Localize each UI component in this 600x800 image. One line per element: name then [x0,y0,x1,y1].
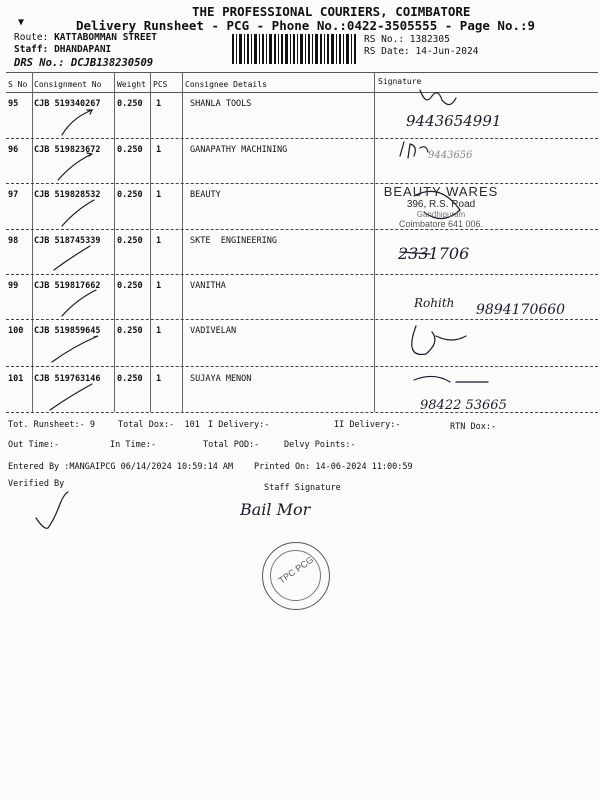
handwritten-number: 2331706 [398,244,470,263]
cell-pcs: 1 [156,281,162,291]
cell-consignment: CJB 519823672 [34,145,101,155]
cell-consignment: CJB 519859645 [34,326,101,336]
drs-line: DRS No.: DCJB138230509 [14,57,154,69]
entered-by: Entered By :MANGAIPCG 06/14/2024 10:59:14 AM [8,462,234,472]
cell-weight: 0.250 [117,374,143,384]
table-top-rule [6,72,598,73]
cell-weight: 0.250 [117,326,143,336]
handwritten-phone: 9443654991 [406,112,502,130]
cell-sno: 100 [8,326,24,336]
handwritten-phone-faint: 9443656 [428,150,473,161]
cell-pcs: 1 [156,326,162,336]
cell-pcs: 1 [156,236,162,246]
delvy-points: Delvy Points:- [284,440,356,450]
cell-consignment: CJB 519817662 [34,281,101,291]
cell-consignee: VANITHA [190,281,226,291]
total-pod: Total POD:- [203,440,260,450]
col-signature: Signature [378,77,422,86]
cell-weight: 0.250 [117,190,143,200]
cell-consignment: CJB 519763146 [34,374,101,384]
in-time: In Time:- [110,440,157,450]
round-stamp [262,542,330,610]
cell-sno: 101 [8,374,24,384]
cell-consignee: SHANLA TOOLS [190,99,252,109]
cell-pcs: 1 [156,99,162,109]
col-weight: Weight [117,80,146,89]
route-label: Route: KATTABOMMAN STREET [14,32,158,43]
printed-on: Printed On: 14-06-2024 11:00:59 [254,462,413,472]
cell-sno: 99 [8,281,19,291]
stamp-text: TPC PCG [276,554,316,586]
cell-pcs: 1 [156,190,162,200]
handwritten-phone: 9894170660 [476,302,566,318]
cell-consignee: BEAUTY [190,190,221,200]
rtn-dox: RTN Dox:- [450,422,497,432]
company-title: THE PROFESSIONAL COURIERS, COIMBATORE [192,4,471,19]
col-consignee: Consignee Details [185,80,267,89]
cell-consignment: CJB 519340267 [34,99,101,109]
total-dox: Total Dox:- 101 [118,420,200,430]
ii-delivery: II Delivery:- [334,420,401,430]
col-divider [374,72,375,412]
handwritten-name: Rohith [414,296,455,310]
verified-by: Verified By [8,479,65,489]
col-divider [182,72,183,412]
cell-consignee: SUJAYA MENON [190,374,252,384]
mark-icon: ▼ [18,17,25,28]
total-runsheet: Tot. Runsheet:- 9 [8,420,95,430]
cell-weight: 0.250 [117,99,143,109]
cell-pcs: 1 [156,374,162,384]
cell-weight: 0.250 [117,236,143,246]
business-stamp: BEAUTY WARES 396, R.S. Road Gandhipuram Coimbatore 641 006. [383,184,499,229]
cell-consignee: SKTE ENGINEERING [190,236,277,246]
col-pcs: PCS [153,80,168,89]
cell-sno: 96 [8,145,19,155]
verified-tick [30,490,80,550]
rs-no: RS No.: 1382305 [364,34,450,45]
runsheet-title: Delivery Runsheet - PCG - Phone No.:0422-3505555 - Page No.:9 [76,18,536,33]
col-consignment: Consignment No [34,80,102,89]
i-delivery: I Delivery:- [208,420,270,430]
cell-sno: 97 [8,190,19,200]
tick-marks [40,100,120,420]
handwritten-phone: 98422 53665 [420,398,507,413]
col-sno: S No [8,80,28,89]
cell-consignment: CJB 518745339 [34,236,101,246]
cell-sno: 95 [8,99,19,109]
cell-weight: 0.250 [117,281,143,291]
cell-consignee: VADIVELAN [190,326,237,336]
col-divider [150,72,151,412]
staff-signature: Bail Mor [240,500,311,519]
cell-pcs: 1 [156,145,162,155]
cell-consignment: CJB 519828532 [34,190,101,200]
cell-weight: 0.250 [117,145,143,155]
out-time: Out Time:- [8,440,60,450]
cell-sno: 98 [8,236,19,246]
staff-signature-label: Staff Signature [264,483,341,493]
cell-consignee: GANAPATHY MACHINING [190,145,288,155]
barcode [232,34,356,64]
col-divider [32,72,33,412]
staff-line: Staff: DHANDAPANI [14,44,112,55]
rs-date: RS Date: 14-Jun-2024 [364,46,479,57]
